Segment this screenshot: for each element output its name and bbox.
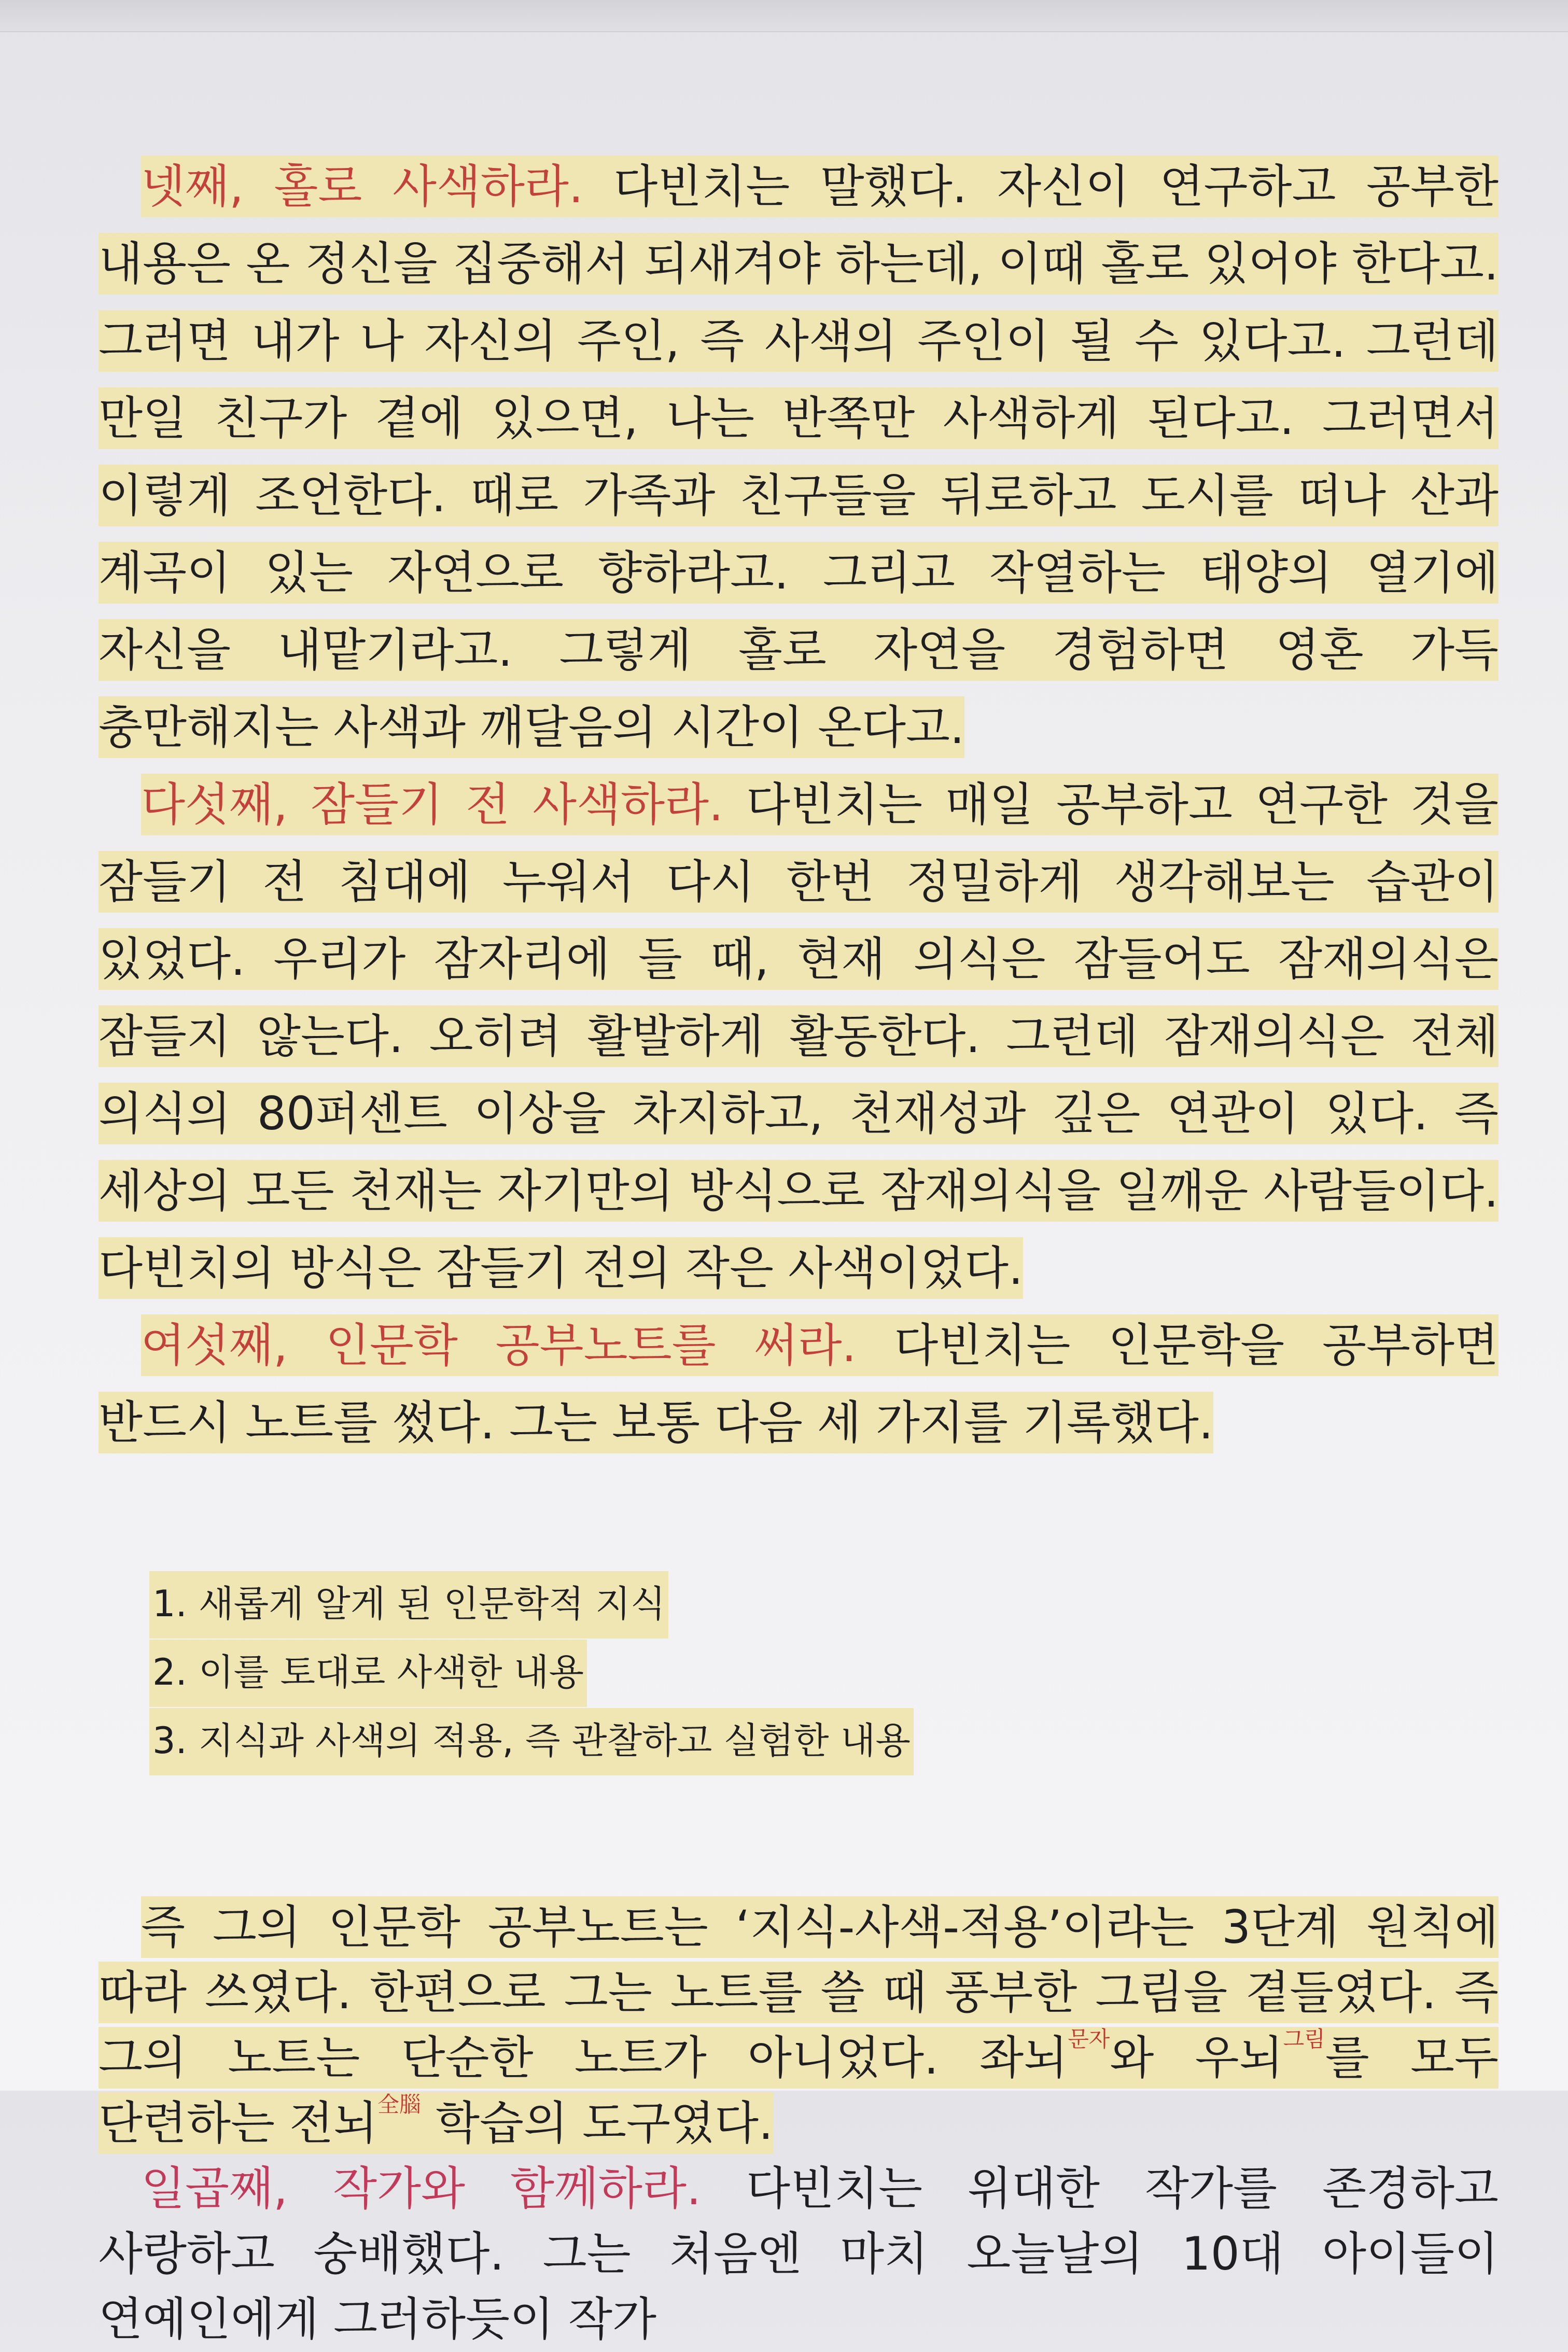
summary-text-1: 즉 그의 인문학 공부노트는 ‘지식-사색-적용’이라는 3단계 원칙에 따라 쓰였다. 한편으로 그는 노트를 쓸 때 풍부한 그림을 곁들였다. 즉 그의 노트는 단순한 노트가 아니었다. 좌뇌 — [99, 1900, 1499, 2084]
section-body-5: 다빈치는 매일 공부하고 연구한 것을 잠들기 전 침대에 누워서 다시 한번 정밀하게 생각해보는 습관이 있었다. 우리가 잠자리에 들 때, 현재 의식은 잠들어도 잠재의식은 잠들지 않는다. 오히려 활발하게 활동한다. 그런데 잠재의식은 전체 의식의 80퍼센트 이상을 차지하고, 천재성과 깊은 연관이 있다. 즉 세상의 모든 천재는 자기만의 방식으로 잠재의식을 일깨운 사람들이다. 다빈치의 방식은 잠들기 전의 작은 사색이었다. — [99, 778, 1499, 1295]
section-body-6: 다빈치는 인문학을 공부하면 반드시 노트를 썼다. 그는 보통 다음 세 가지를 기록했다. — [99, 1319, 1499, 1449]
highlight-section-4 — [99, 156, 1499, 758]
paragraph-notes-summary — [99, 1895, 1499, 2156]
section-heading-5: 다섯째, 잠들기 전 사색하라. — [141, 778, 723, 831]
ruby-annotation: 문자 — [1068, 2026, 1110, 2052]
section-body-7: 다빈치는 위대한 작가를 존경하고 사랑하고 숭배했다. 그는 처음엔 마치 오늘날의 10대 아이들이 연예인에게 그러하듯이 작가 — [99, 2162, 1499, 2346]
list-item: 1. 새롭게 알게 된 인문학적 지식 — [149, 1586, 1499, 1622]
section-heading-7: 일곱째, 작가와 함께하라. — [141, 2162, 701, 2215]
summary-text-3: 를 모두 단련하는 전뇌 — [99, 2031, 1499, 2150]
book-page — [99, 148, 1499, 2352]
list-item: 3. 지식과 사색의 적용, 즉 관찰하고 실험한 내용 — [149, 1723, 1499, 1759]
paragraph-section-5 — [99, 766, 1499, 1307]
highlight-section-5 — [99, 774, 1499, 1299]
highlight-section-6 — [99, 1314, 1499, 1453]
ruby-annotation: 그림 — [1283, 2026, 1325, 2052]
spacer — [99, 1791, 1499, 1895]
list-item: 2. 이를 토대로 사색한 내용 — [149, 1654, 1499, 1690]
highlight-notes-summary — [99, 1896, 1499, 2154]
ruby-annotation: 全腦 — [377, 2092, 422, 2117]
paragraph-section-7 — [99, 2156, 1499, 2352]
notes-list — [149, 1583, 1499, 1762]
screen-top-edge — [0, 0, 1568, 32]
section-heading-4: 넷째, 홀로 사색하라. — [141, 160, 583, 213]
paragraph-section-6 — [99, 1307, 1499, 1461]
section-heading-6: 여섯째, 인문학 공부노트를 써라. — [141, 1319, 857, 1372]
section-body-4: 다빈치는 말했다. 자신이 연구하고 공부한 내용은 온 정신을 집중해서 되새겨야 하는데, 이때 홀로 있어야 한다고. 그러면 내가 나 자신의 주인, 즉 사색의 주인이 될 수 있다고. 그런데 만일 친구가 곁에 있으면, 나는 반쪽만 사색하게 된다고. 그러면서 이렇게 조언한다. 때로 가족과 친구들을 뒤로하고 도시를 떠나 산과 계곡이 있는 자연으로 향하라고. 그리고 작열하는 태양의 열기에 자신을 내맡기라고. 그렇게 홀로 자연을 경험하면 영혼 가득 충만해지는 사색과 깨달음의 시간이 온다고. — [99, 160, 1499, 754]
paragraph-section-4 — [99, 148, 1499, 766]
summary-text-4: 학습의 도구였다. — [421, 2096, 774, 2150]
summary-text-2: 와 우뇌 — [1110, 2031, 1283, 2084]
